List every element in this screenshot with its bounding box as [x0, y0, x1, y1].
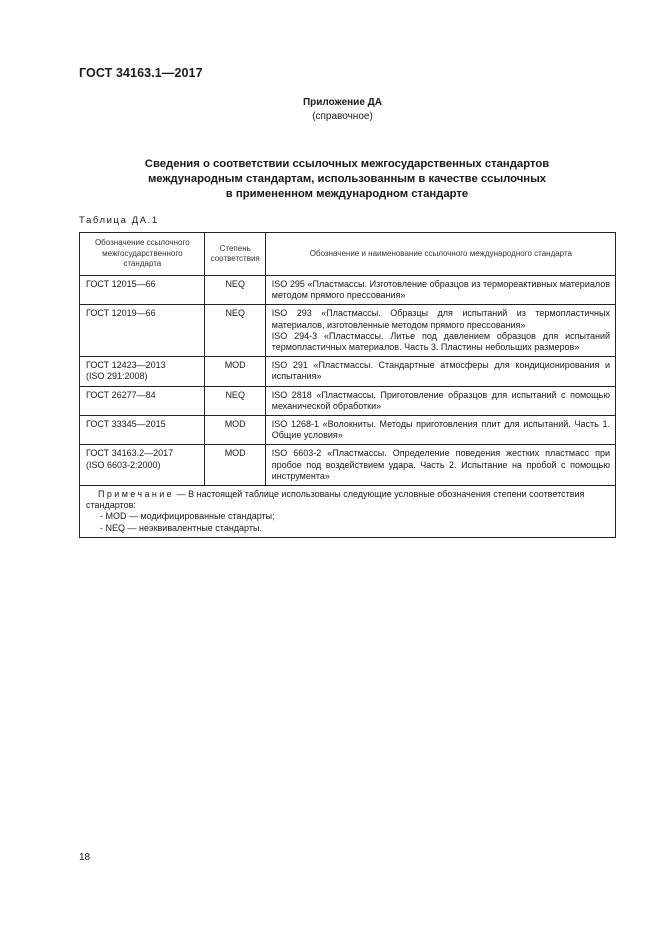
heading-line: Сведения о соответствии ссылочных межгосударственных стандартов — [144, 158, 550, 170]
cell-degree: NEQ — [204, 305, 265, 357]
designation-line: ГОСТ 26277—84 — [86, 389, 156, 400]
cell-degree: NEQ — [204, 386, 265, 415]
standard-entry: ISO 291 «Пластмассы. Стандартные атмосферы для кондиционирования и испытания» — [271, 360, 610, 382]
table-row — [80, 416, 616, 445]
standard-entry: ISO 6603-2 «Пластмассы. Определение поведения жестких пластмасс при пробое под воздействием удара. Часть 2. Испытание на пробой с помощью инструмента» — [271, 448, 610, 481]
standard-entry: ISO 295 «Пластмассы. Изготовление образцов из термореактивных материалов методом прямого прессования» — [271, 279, 610, 301]
designation-line: ГОСТ 34163.2—2017 — [86, 448, 174, 459]
document-code: ГОСТ 34163.1—2017 — [79, 66, 203, 80]
cell-international-standard — [265, 445, 615, 486]
cell-international-standard — [265, 305, 615, 357]
header-international-standard: Обозначение и наименование ссылочного международного стандарта — [265, 233, 615, 276]
table-row — [80, 445, 616, 486]
table-header-row — [80, 233, 616, 276]
cell-international-standard — [265, 386, 615, 415]
header-degree: Степень соответствия — [204, 233, 265, 276]
cell-designation — [80, 416, 205, 445]
cell-international-standard — [265, 357, 615, 386]
designation-line: (ISO 291:2008) — [86, 371, 148, 382]
cell-designation — [80, 386, 205, 415]
standard-entry: ISO 1268-1 «Волокниты. Методы приготовления плит для испытаний. Часть 1. Общие условия» — [271, 419, 610, 441]
appendix-heading — [79, 157, 615, 202]
table-row — [80, 386, 616, 415]
designation-line: ГОСТ 12019—66 — [86, 308, 156, 319]
header-designation: Обозначение ссылочного межгосударственного стандарта — [80, 233, 205, 276]
note-item: - NEQ — неэквивалентные стандарты. — [100, 522, 262, 533]
table-note — [80, 486, 616, 538]
cell-degree: MOD — [204, 445, 265, 486]
table-row — [80, 305, 616, 357]
cell-degree: NEQ — [204, 276, 265, 305]
note-label: Примечание — [98, 489, 175, 500]
cell-designation — [80, 445, 205, 486]
correspondence-table — [79, 232, 616, 538]
note-text — [86, 489, 610, 511]
standard-entry: ISO 293 «Пластмассы. Образцы для испытаний из термопластичных материалов, изготовленные методом прямого прессования» — [271, 308, 610, 330]
cell-international-standard — [265, 276, 615, 305]
standard-entry: ISO 294-3 «Пластмассы. Литье под давлением образцов для испытаний термопластичных материалов. Часть 3. Пластины небольших размеров» — [271, 330, 610, 353]
appendix-label — [0, 96, 661, 124]
table-row — [80, 276, 616, 305]
cell-designation — [80, 357, 205, 386]
page-number: 18 — [79, 852, 91, 863]
heading-line: международным стандартам, использованным в качестве ссылочных — [147, 173, 547, 185]
table-note-row — [80, 486, 616, 538]
designation-line: (ISO 6603-2:2000) — [86, 459, 161, 470]
designation-line: ГОСТ 33345—2015 — [86, 419, 166, 430]
table-row — [80, 357, 616, 386]
designation-line: ГОСТ 12015—66 — [86, 279, 156, 289]
note-body: — В настоящей таблице использованы следующие условные обозначения степени соответствия стандартов: — [86, 489, 585, 511]
cell-designation — [80, 276, 205, 305]
cell-degree: MOD — [204, 416, 265, 445]
cell-degree: MOD — [204, 357, 265, 386]
appendix-subtitle: (справочное) — [312, 111, 373, 122]
standard-entry: ISO 2818 «Пластмассы. Приготовление образцов для испытаний с помощью механической обработки» — [271, 389, 610, 411]
cell-designation — [80, 305, 205, 357]
table-caption: Таблица ДА.1 — [79, 215, 159, 226]
note-item: - MOD — модифицированные стандарты; — [100, 511, 275, 522]
cell-international-standard — [265, 416, 615, 445]
designation-line: ГОСТ 12423—2013 — [86, 360, 166, 371]
heading-line: в примененном международном стандарте — [225, 188, 469, 200]
appendix-title: Приложение ДА — [302, 97, 383, 108]
